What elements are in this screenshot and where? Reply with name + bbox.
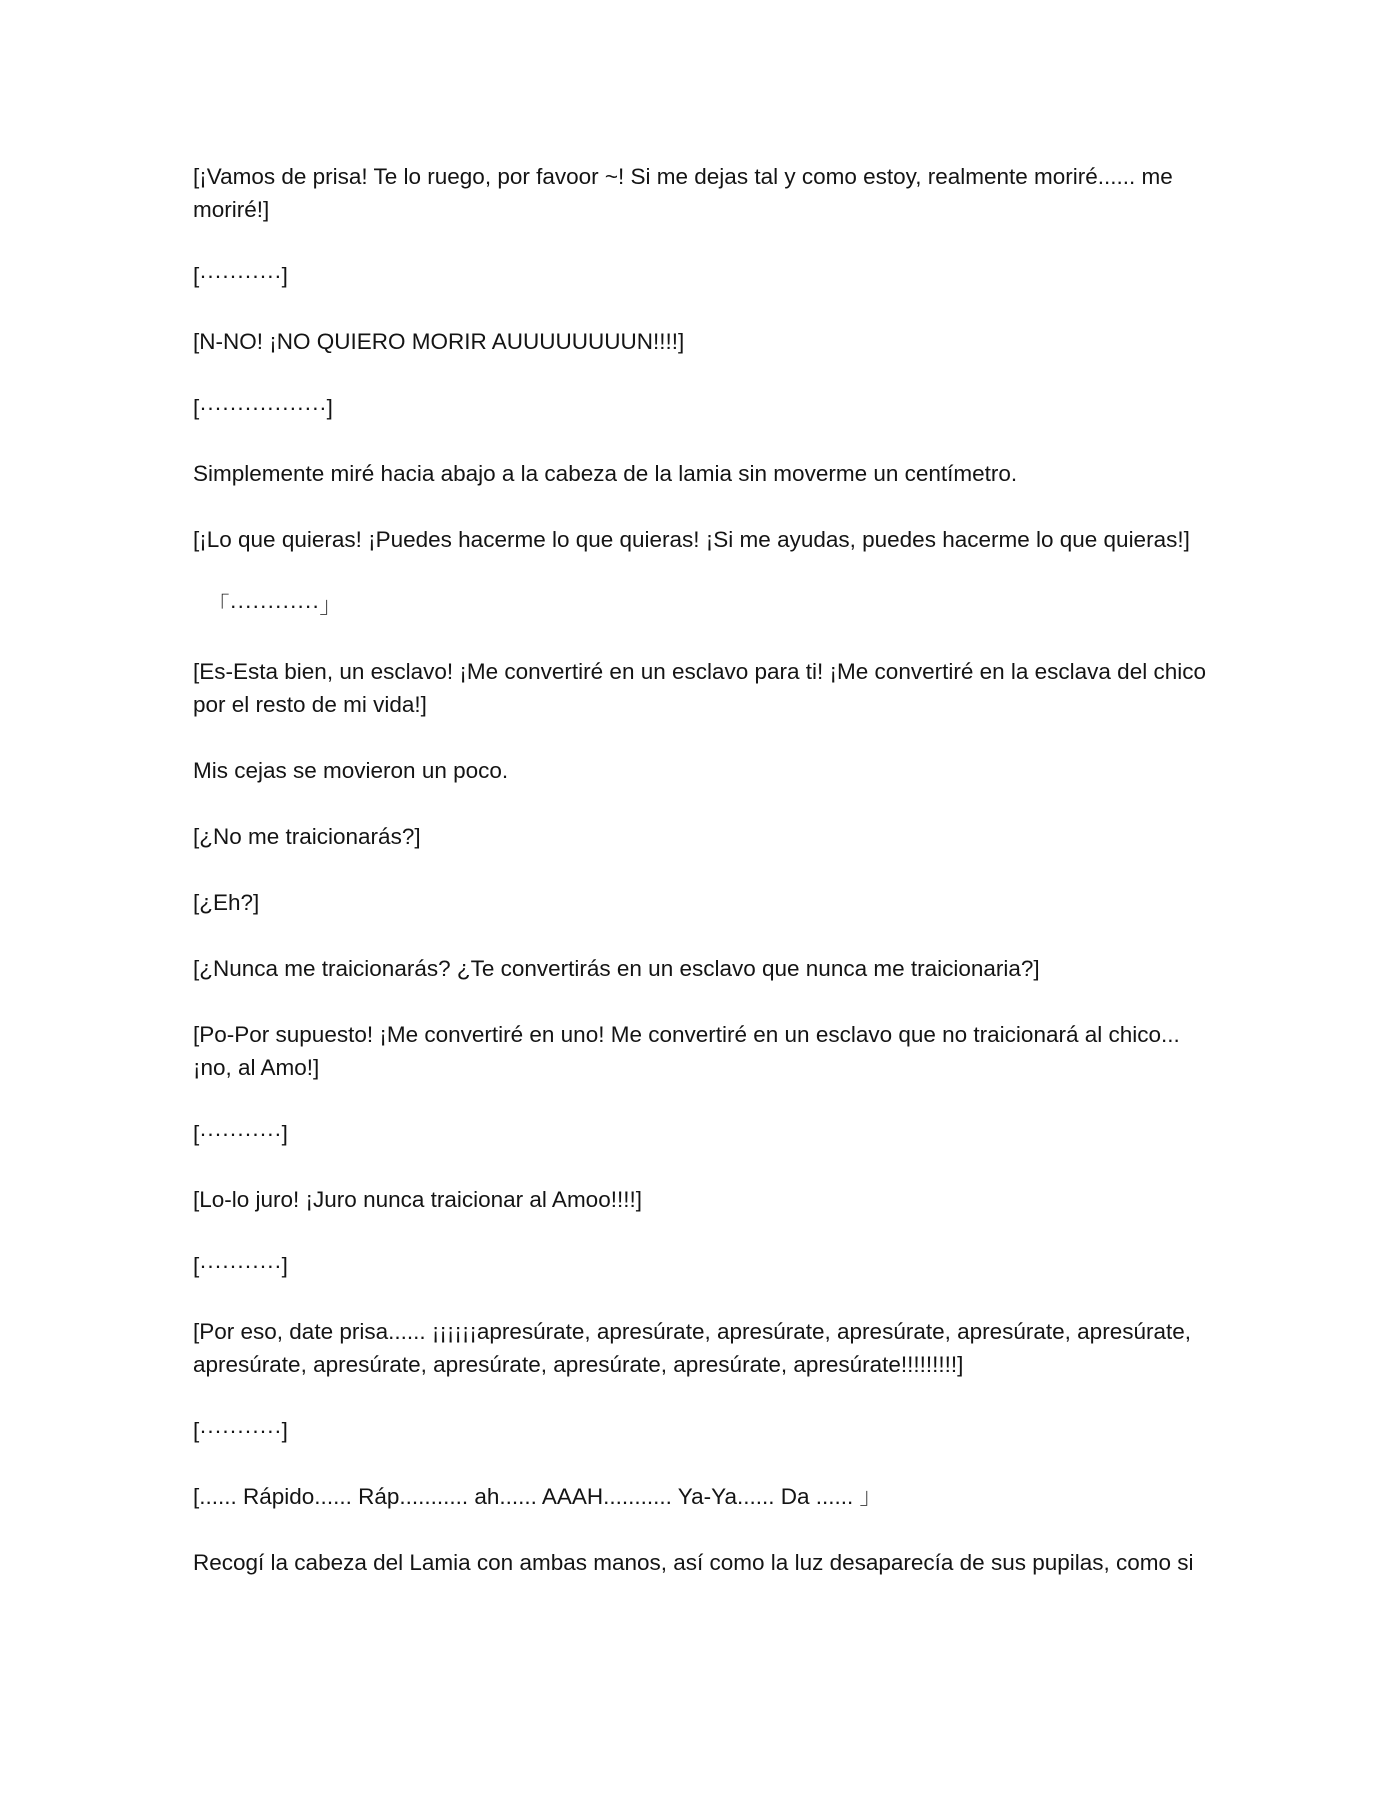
paragraph: [Es-Esta bien, un esclavo! ¡Me convertiré en un esclavo para ti! ¡Me convertiré en la esclava del chico por el resto de mi vida!] (193, 659, 1206, 717)
paragraph: [N-NO! ¡NO QUIERO MORIR AUUUUUUUUN!!!!] (193, 329, 685, 354)
paragraph: [¡Lo que quieras! ¡Puedes hacerme lo que quieras! ¡Si me ayudas, puedes hacerme lo que quieras!] (193, 527, 1190, 552)
paragraph: [·················] (193, 395, 333, 420)
paragraph: [¿Nunca me traicionarás? ¿Te convertirás en un esclavo que nunca me traicionaria?] (193, 956, 1040, 981)
paragraph: Recogí la cabeza del Lamia con ambas manos, así como la luz desaparecía de sus pupilas, como si (193, 1550, 1194, 1575)
paragraph: 「············」 (207, 593, 342, 618)
paragraph: [Por eso, date prisa...... ¡¡¡¡¡¡apresúrate, apresúrate, apresúrate, apresúrate, apresúrate, apresúrate, apresúrate, apresúrate, apresúrate, apresúrate, apresúrate, apresúrate!!!!!!!!!] (193, 1319, 1191, 1377)
paragraph: [¿No me traicionarás?] (193, 824, 421, 849)
paragraph: [···········] (193, 1418, 288, 1443)
paragraph: [¡Vamos de prisa! Te lo ruego, por favoor ~! Si me dejas tal y como estoy, realmente moriré...... me moriré!] (193, 164, 1173, 222)
paragraph: [···········] (193, 263, 288, 288)
paragraph: [···········] (193, 1121, 288, 1146)
paragraph: Simplemente miré hacia abajo a la cabeza de la lamia sin moverme un centímetro. (193, 461, 1018, 486)
paragraph: [...... Rápido...... Ráp........... ah...... AAAH........... Ya-Ya...... Da ...... 」 (193, 1484, 883, 1509)
paragraph: [¿Eh?] (193, 890, 260, 915)
document-body (193, 160, 1223, 1612)
paragraph: [···········] (193, 1253, 288, 1278)
paragraph: [Lo-lo juro! ¡Juro nunca traicionar al Amoo!!!!] (193, 1187, 642, 1212)
paragraph: Mis cejas se movieron un poco. (193, 758, 509, 783)
paragraph: [Po-Por supuesto! ¡Me convertiré en uno! Me convertiré en un esclavo que no traicionará al chico... ¡no, al Amo!] (193, 1022, 1180, 1080)
